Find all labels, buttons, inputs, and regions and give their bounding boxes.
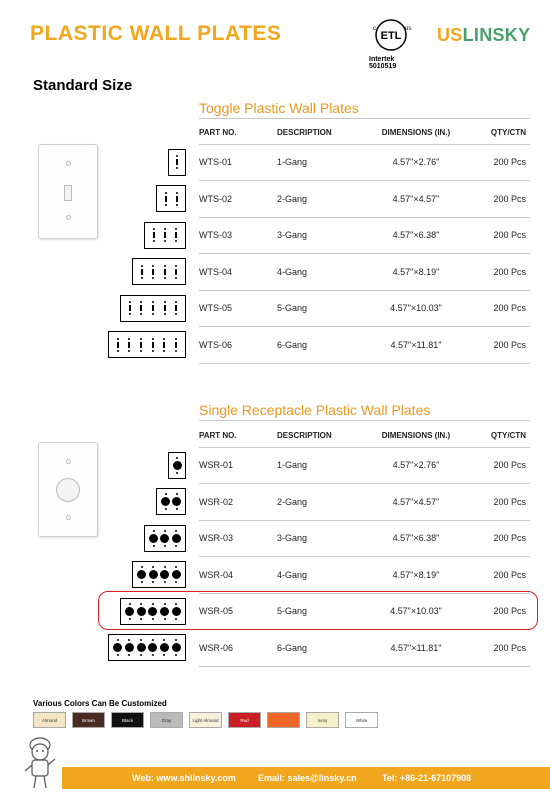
gang-opening (176, 150, 178, 175)
color-swatch: Almond (33, 712, 66, 728)
toggle-slot (175, 269, 177, 275)
screw-dot (140, 313, 142, 315)
gang-opening (172, 562, 181, 587)
column-header-part: PART NO. (199, 122, 277, 144)
screw-dot (141, 265, 143, 267)
gang-opening (148, 635, 157, 660)
toggle-slot (129, 305, 131, 311)
toggle-slot (164, 232, 166, 238)
gang-opening (160, 635, 169, 660)
receptacle-section-title: Single Receptacle Plastic Wall Plates (199, 402, 431, 418)
screw-dot (176, 192, 178, 194)
screw-dot (141, 581, 143, 583)
screw-dot (164, 240, 166, 242)
toggle-slot (176, 159, 178, 165)
color-swatch: White (345, 712, 378, 728)
screw-icon (66, 515, 71, 520)
screw-dot (152, 338, 154, 340)
footer-email[interactable]: Email: sales@linsky.cn (258, 773, 357, 783)
receptacle-hole (149, 534, 158, 543)
screw-dot (163, 639, 165, 641)
color-swatch: Ivory (306, 712, 339, 728)
section-divider (199, 118, 530, 119)
receptacle-hole (172, 497, 181, 506)
screw-dot (175, 277, 177, 279)
page-title: PLASTIC WALL PLATES (30, 22, 282, 45)
gang-opening (160, 526, 169, 551)
toggle-4-gang-icon (132, 258, 186, 285)
screw-dot (117, 639, 119, 641)
screw-dot (165, 493, 167, 495)
table-row: WSR-03 3-Gang 4.57"×6.38" 200 Pcs (199, 520, 530, 557)
section-divider (199, 420, 530, 421)
receptacle-plate-photo (38, 442, 98, 537)
screw-dot (153, 545, 155, 547)
receptacle-2-gang-icon (156, 488, 186, 515)
screw-dot (176, 472, 178, 474)
toggle-slot (152, 305, 154, 311)
screw-dot (164, 301, 166, 303)
screw-dot (175, 338, 177, 340)
screw-dot (129, 313, 131, 315)
toggle-section-title: Toggle Plastic Wall Plates (199, 100, 359, 116)
table-row: WTS-02 2-Gang 4.57"×4.57" 200 Pcs (199, 181, 530, 218)
toggle-switch-icon (64, 185, 72, 201)
screw-dot (175, 545, 177, 547)
footer-phone: Tel: +86-21-67107908 (382, 773, 472, 783)
receptacle-hole (148, 643, 157, 652)
color-swatch: Light Almond (189, 712, 222, 728)
screw-dot (163, 338, 165, 340)
toggle-slot (176, 196, 178, 202)
screw-dot (153, 228, 155, 230)
screw-icon (66, 161, 71, 166)
screw-dot (128, 639, 130, 641)
receptacle-6-gang-icon (108, 634, 186, 661)
toggle-slot (164, 305, 166, 311)
screw-dot (176, 457, 178, 459)
gang-opening (153, 223, 155, 248)
toggle-6-gang-icon (108, 331, 186, 358)
toggle-slot (153, 232, 155, 238)
screw-dot (164, 277, 166, 279)
toggle-slot (175, 305, 177, 311)
screw-dot (117, 350, 119, 352)
gang-opening (172, 489, 181, 514)
gang-opening (128, 332, 130, 357)
column-header-part: PART NO. (199, 425, 277, 447)
mascot-worker-icon (20, 735, 60, 791)
gang-opening (149, 526, 158, 551)
screw-dot (152, 581, 154, 583)
screw-dot (128, 338, 130, 340)
gang-opening (152, 296, 154, 321)
gang-opening (137, 562, 146, 587)
table-row: WSR-01 1-Gang 4.57"×2.76" 200 Pcs (199, 447, 530, 484)
column-header-description: DESCRIPTION (277, 122, 355, 144)
gang-opening (175, 296, 177, 321)
gang-opening (113, 635, 122, 660)
table-row: WTS-05 5-Gang 4.57"×10.03" 200 Pcs (199, 290, 530, 327)
gang-opening (172, 635, 181, 660)
receptacle-opening-icon (56, 478, 80, 502)
receptacle-hole (161, 497, 170, 506)
receptacle-hole (160, 570, 169, 579)
screw-dot (176, 155, 178, 157)
toggle-spec-table (199, 122, 530, 364)
gang-opening (164, 296, 166, 321)
svg-text:c: c (373, 26, 376, 32)
gang-opening (163, 332, 165, 357)
screw-dot (140, 654, 142, 656)
screw-dot (164, 530, 166, 532)
gang-opening (175, 259, 177, 284)
column-header-description: DESCRIPTION (277, 425, 355, 447)
screw-dot (128, 350, 130, 352)
screw-dot (163, 350, 165, 352)
gang-opening (172, 526, 181, 551)
receptacle-hole (149, 570, 158, 579)
toggle-3-gang-icon (144, 222, 186, 249)
screw-dot (164, 545, 166, 547)
receptacle-hole (173, 461, 182, 470)
receptacle-hole (172, 643, 181, 652)
screw-dot (175, 228, 177, 230)
screw-dot (152, 277, 154, 279)
receptacle-4-gang-icon (132, 561, 186, 588)
screw-dot (175, 265, 177, 267)
screw-dot (176, 204, 178, 206)
toggle-slot (140, 305, 142, 311)
screw-dot (153, 530, 155, 532)
table-row: WTS-01 1-Gang 4.57"×2.76" 200 Pcs (199, 144, 530, 181)
footer-website[interactable]: Web: www.shlinsky.com (132, 773, 236, 783)
screw-dot (164, 265, 166, 267)
screw-dot (165, 192, 167, 194)
gang-opening (137, 635, 146, 660)
screw-dot (140, 338, 142, 340)
receptacle-hole (160, 643, 169, 652)
receptacle-hole (160, 534, 169, 543)
screw-dot (152, 350, 154, 352)
gang-opening (175, 223, 177, 248)
cert-number: 5010519 (369, 63, 397, 70)
toggle-slot (175, 342, 177, 348)
color-swatch: Black (111, 712, 144, 728)
screw-dot (165, 204, 167, 206)
toggle-slot (164, 269, 166, 275)
gang-opening (164, 223, 166, 248)
color-swatch: Red (228, 712, 261, 728)
screw-dot (140, 350, 142, 352)
column-header-qty: QTY/CTN (477, 122, 530, 144)
toggle-slot (152, 269, 154, 275)
svg-text:us: us (405, 26, 412, 32)
toggle-2-gang-icon (156, 185, 186, 212)
gang-opening (173, 453, 182, 478)
color-swatch: Brown (72, 712, 105, 728)
toggle-slot (141, 269, 143, 275)
screw-dot (140, 301, 142, 303)
color-swatch (267, 712, 300, 728)
screw-dot (175, 581, 177, 583)
screw-icon (66, 459, 71, 464)
column-header-dimensions: DIMENSIONS (IN.) (355, 122, 477, 144)
screw-dot (164, 228, 166, 230)
column-header-dimensions: DIMENSIONS (IN.) (355, 425, 477, 447)
toggle-slot (128, 342, 130, 348)
gang-opening (152, 332, 154, 357)
receptacle-1-gang-icon (168, 452, 186, 479)
gang-opening (125, 635, 134, 660)
screw-dot (175, 566, 177, 568)
colors-title: Various Colors Can Be Customized (33, 699, 167, 708)
table-row: WSR-05 5-Gang 4.57"×10.03" 200 Pcs (199, 593, 530, 630)
etl-certification-mark (369, 18, 419, 70)
screw-dot (175, 654, 177, 656)
receptacle-spec-table (199, 425, 530, 667)
screw-dot (117, 654, 119, 656)
screw-dot (140, 639, 142, 641)
screw-dot (152, 313, 154, 315)
gang-opening (140, 296, 142, 321)
toggle-slot (163, 342, 165, 348)
color-swatch: Gray (150, 712, 183, 728)
toggle-plate-photo (38, 144, 98, 239)
screw-dot (128, 654, 130, 656)
screw-dot (175, 530, 177, 532)
gang-opening (165, 186, 167, 211)
screw-dot (176, 167, 178, 169)
screw-dot (152, 566, 154, 568)
screw-dot (129, 301, 131, 303)
receptacle-hole (137, 643, 146, 652)
toggle-5-gang-icon (120, 295, 186, 322)
etl-logo-icon (369, 18, 412, 54)
table-row: WSR-06 6-Gang 4.57"×11.81" 200 Pcs (199, 630, 530, 667)
gang-opening (175, 332, 177, 357)
screw-dot (152, 301, 154, 303)
gang-opening (129, 296, 131, 321)
screw-dot (176, 508, 178, 510)
screw-dot (175, 350, 177, 352)
gang-opening (160, 562, 169, 587)
table-row: WTS-06 6-Gang 4.57"×11.81" 200 Pcs (199, 327, 530, 364)
screw-dot (164, 313, 166, 315)
screw-dot (163, 654, 165, 656)
screw-dot (152, 639, 154, 641)
screw-dot (117, 338, 119, 340)
screw-dot (152, 265, 154, 267)
toggle-1-gang-icon (168, 149, 186, 176)
receptacle-hole (137, 570, 146, 579)
toggle-slot (152, 342, 154, 348)
screw-dot (141, 566, 143, 568)
toggle-slot (117, 342, 119, 348)
screw-dot (175, 301, 177, 303)
gang-opening (141, 259, 143, 284)
toggle-slot (140, 342, 142, 348)
brand-logo: USLINSKY (437, 25, 531, 45)
receptacle-hole (125, 643, 134, 652)
color-swatches (33, 712, 378, 728)
receptacle-hole (113, 643, 122, 652)
column-header-qty: QTY/CTN (477, 425, 530, 447)
receptacle-hole (172, 534, 181, 543)
screw-dot (153, 240, 155, 242)
gang-opening (149, 562, 158, 587)
gang-opening (152, 259, 154, 284)
gang-opening (140, 332, 142, 357)
highlight-outline-wsr-05 (98, 591, 538, 630)
screw-dot (152, 654, 154, 656)
gang-opening (164, 259, 166, 284)
screw-dot (165, 508, 167, 510)
toggle-slot (165, 196, 167, 202)
cert-issuer: Intertek (369, 56, 395, 63)
screw-dot (164, 581, 166, 583)
table-row: WSR-04 4-Gang 4.57"×8.19" 200 Pcs (199, 557, 530, 594)
screw-dot (175, 639, 177, 641)
footer-bar (62, 767, 550, 789)
receptacle-3-gang-icon (144, 525, 186, 552)
screw-dot (175, 240, 177, 242)
receptacle-hole (172, 570, 181, 579)
table-row: WTS-03 3-Gang 4.57"×6.38" 200 Pcs (199, 217, 530, 254)
screw-dot (175, 313, 177, 315)
screw-dot (164, 566, 166, 568)
screw-icon (66, 215, 71, 220)
screw-dot (141, 277, 143, 279)
gang-opening (176, 186, 178, 211)
table-row: WTS-04 4-Gang 4.57"×8.19" 200 Pcs (199, 254, 530, 291)
gang-opening (161, 489, 170, 514)
table-row: WSR-02 2-Gang 4.57"×4.57" 200 Pcs (199, 484, 530, 521)
page-subtitle: Standard Size (33, 77, 133, 94)
toggle-slot (175, 232, 177, 238)
screw-dot (176, 493, 178, 495)
svg-text:ETL: ETL (380, 30, 402, 42)
gang-opening (117, 332, 119, 357)
